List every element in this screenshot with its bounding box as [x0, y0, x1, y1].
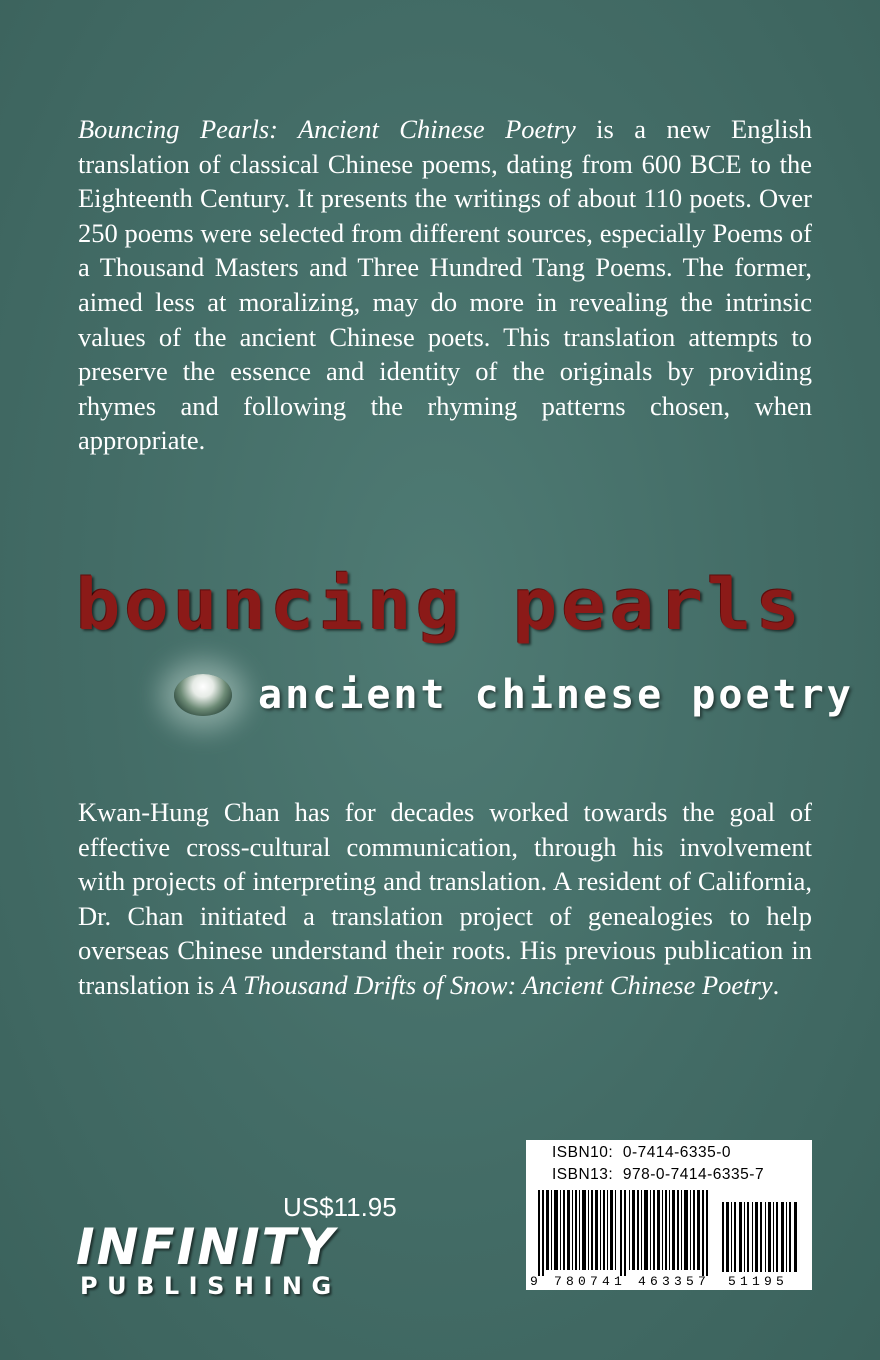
author-bio-text: Kwan-Hung Chan has for decades worked towards the goal of effective cross-cultural communication, through his involvement with projects of interpreting and translation. A resident of California, Dr. Chan initiated a translation project of genealogies to help overseas Chinese understand their roots. His previous publication in translation is [78, 797, 812, 1000]
blurb-text: is a new English translation of classical Chinese poems, dating from 600 BCE to the Eighteenth Century. It presents the writings of about 110 poets. Over 250 poems were selected from different sources, especially Poems of a Thousand Masters and Three Hundred Tang Poems. The former, aimed less at moralizing, may do more in revealing the intrinsic values of the ancient Chinese poets. This translation attempts to preserve the essence and identity of the originals by providing rhymes and following the rhyming patterns chosen, when appropriate. [78, 114, 813, 456]
barcode-main [538, 1190, 714, 1276]
isbn13-label: ISBN13: [552, 1166, 614, 1183]
isbn13-value: 978-0-7414-6335-7 [622, 1166, 765, 1183]
publisher-logo-name: INFINITY [76, 1218, 336, 1276]
barcode-digits: 9 780741 463357 [530, 1274, 711, 1289]
previous-book-title: A Thousand Drifts of Snow: Ancient Chinese Poetry [220, 969, 773, 1000]
isbn10-label: ISBN10: [552, 1144, 614, 1161]
isbn10-value: 0-7414-6335-0 [622, 1144, 732, 1161]
title-graphic-main: bouncing pearls [75, 564, 805, 646]
back-cover-blurb [78, 112, 812, 458]
author-bio [78, 795, 812, 1003]
price-label: US$11.95 [283, 1192, 397, 1222]
title-graphic-subtitle: ancient chinese poetry [258, 672, 854, 718]
isbn-barcode-box [526, 1140, 812, 1290]
isbn10-line [552, 1144, 731, 1162]
barcode-addon [722, 1202, 798, 1272]
isbn13-line [552, 1166, 764, 1184]
publisher-logo-sub: PUBLISHING [80, 1272, 341, 1300]
title-graphic-subtitle-row [168, 668, 854, 728]
barcode-addon-digits: 51195 [728, 1274, 789, 1289]
book-title-italic: Bouncing Pearls: Ancient Chinese Poetry [78, 114, 576, 144]
pearl-icon [174, 674, 232, 716]
author-bio-end: . [772, 969, 780, 1000]
